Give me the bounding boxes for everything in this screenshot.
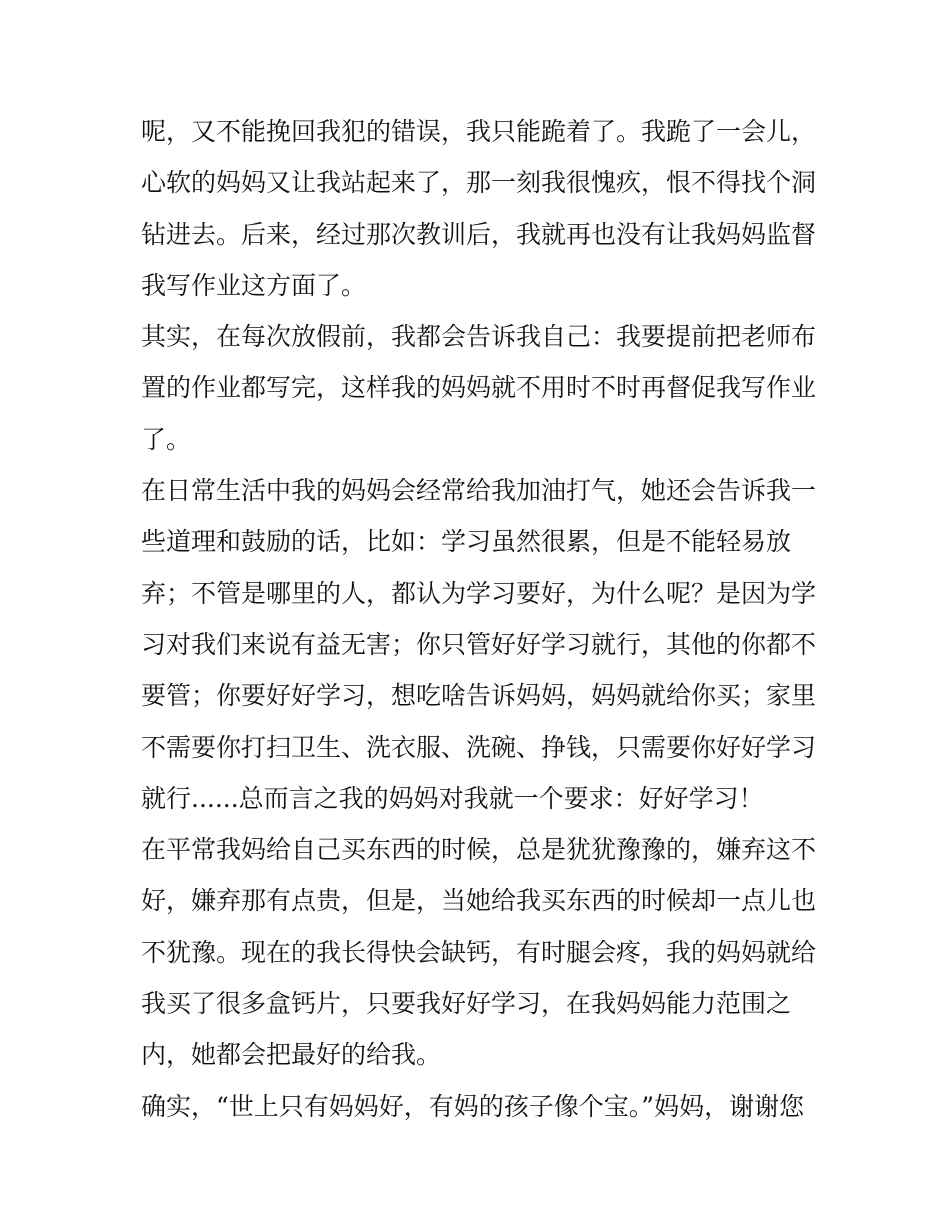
text-line: 其实，在每次放假前，我都会告诉我自己：我要提前把老师布 xyxy=(141,322,817,352)
text-line: 些道理和鼓励的话，比如：学习虽然很累，但是不能轻易放 xyxy=(141,527,792,557)
text-line: 确实，“世上只有妈妈好，有妈的孩子像个宝。”妈妈，谢谢您 xyxy=(141,1091,805,1121)
text-line: 习对我们来说有益无害；你只管好好学习就行，其他的你都不 xyxy=(141,629,817,659)
text-line: 呢，又不能挽回我犯的错误，我只能跪着了。我跪了一会儿， xyxy=(141,117,817,146)
text-line: 在日常生活中我的妈妈会经常给我加油打气，她还会告诉我一 xyxy=(141,476,817,506)
text-line: 不犹豫。现在的我长得快会缺钙，有时腿会疼，我的妈妈就给 xyxy=(141,937,817,967)
text-line: 好，嫌弃那有点贵，但是，当她给我买东西的时候却一点儿也 xyxy=(141,886,817,916)
text-line: 弃；不管是哪里的人，都认为学习要好，为什么呢？是因为学 xyxy=(141,578,817,608)
document-body-text xyxy=(141,106,821,1132)
text-line: 我买了很多盒钙片，只要我好好学习，在我妈妈能力范围之 xyxy=(141,989,792,1019)
text-line: 内，她都会把最好的给我。 xyxy=(141,1040,442,1070)
text-line: 心软的妈妈又让我站起来了，那一刻我很愧疚，恨不得找个洞 xyxy=(141,168,817,198)
text-line: 要管；你要好好学习，想吃啥告诉妈妈，妈妈就给你买；家里 xyxy=(141,681,817,711)
text-line: 我写作业这方面了。 xyxy=(141,270,367,300)
text-line: 置的作业都写完，这样我的妈妈就不用时不时再督促我写作业 xyxy=(141,373,817,403)
text-line: 了。 xyxy=(141,424,192,454)
text-line: 钻进去。后来，经过那次教训后，我就再也没有让我妈妈监督 xyxy=(141,219,817,249)
text-line: 不需要你打扫卫生、洗衣服、洗碗、挣钱，只需要你好好学习 xyxy=(141,732,817,762)
text-line: 就行......总而言之我的妈妈对我就一个要求：好好学习！ xyxy=(141,783,764,813)
text-line: 在平常我妈给自己买东西的时候，总是犹犹豫豫的，嫌弃这不 xyxy=(141,835,817,865)
